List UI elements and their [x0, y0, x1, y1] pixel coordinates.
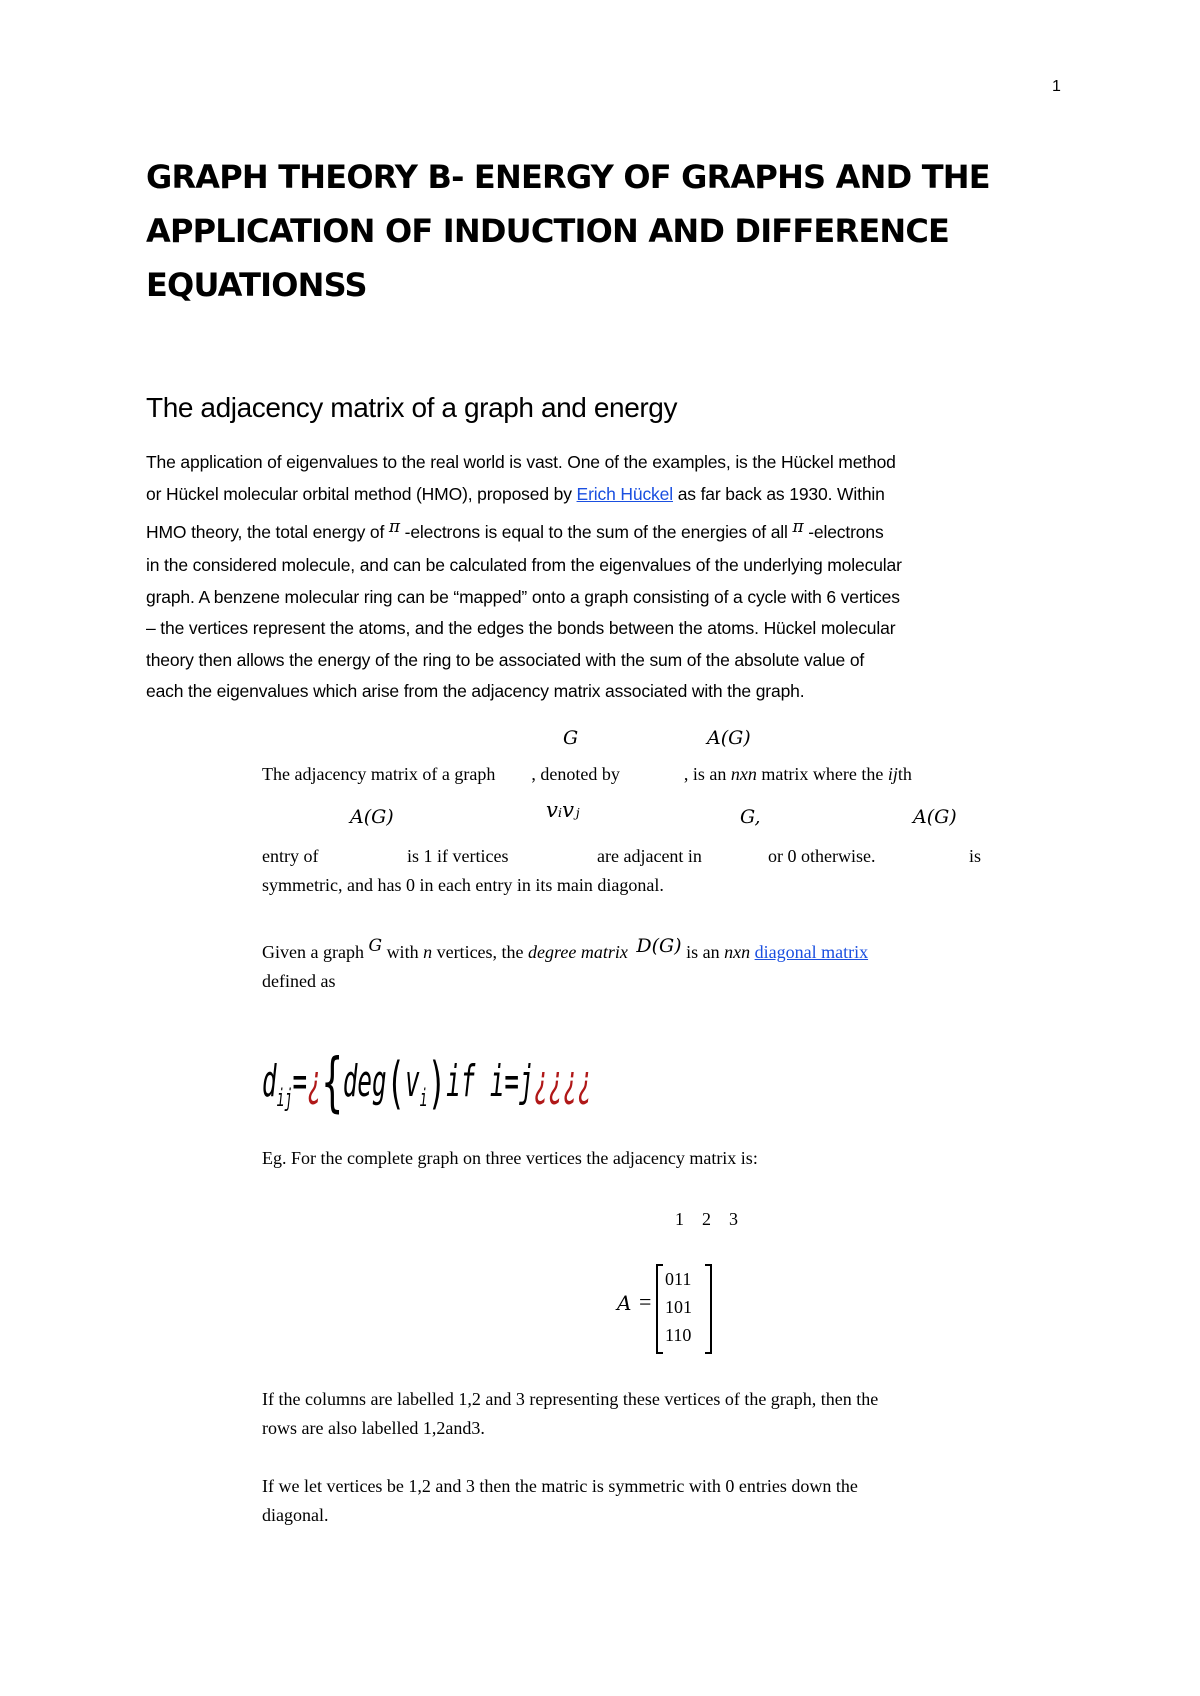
math-G: G, — [740, 806, 761, 828]
matrix-equals: = — [639, 1289, 652, 1314]
paragraph-line: in the considered molecule, and can be calculated from the eigenvalues of the underlying molecular — [146, 555, 902, 575]
math-D-of-G: D(G) — [636, 935, 682, 957]
degree-line-1: Given a graph G with n vertices, the degree matrix D(G) is an nxn diagonal matrix — [262, 935, 869, 962]
math-G: G — [368, 936, 383, 956]
section-heading: The adjacency matrix of a graph and energy — [146, 392, 678, 423]
page-number: 1 — [1052, 78, 1061, 95]
math-G: G — [563, 727, 579, 749]
adjacency-line-2c: are adjacent in — [597, 846, 702, 866]
matrix-left-bracket — [656, 1264, 663, 1354]
math-A-of-G: A(G) — [707, 727, 751, 749]
pi-symbol: π — [792, 517, 804, 537]
adjacency-line-2d: or 0 otherwise. — [768, 846, 876, 866]
paragraph-line: The application of eigenvalues to the real world is vast. One of the examples, is the Hückel method — [146, 452, 896, 472]
matrix-right-bracket — [705, 1264, 712, 1354]
document-title: GRAPH THEORY B- ENERGY OF GRAPHS AND THE APPLICATION OF INDUCTION AND DIFFERENCE EQUATIONSS — [146, 158, 990, 304]
paragraph-line: or Hückel molecular orbital method (HMO), proposed by Erich Hückel as far back as 1930. Within — [146, 484, 885, 504]
example-line: Eg. For the complete graph on three vertices the adjacency matrix is: — [262, 1148, 758, 1168]
adjacency-line-1: The adjacency matrix of a graph , denoted by , is an nxn matrix where the ijth — [262, 764, 912, 784]
symmetric-paragraph-line: diagonal. — [262, 1505, 329, 1525]
adjacency-line-2e: is — [969, 846, 982, 866]
paragraph-line: each the eigenvalues which arise from the adjacency matrix associated with the graph. — [146, 681, 805, 701]
column-label: 1 — [675, 1209, 684, 1229]
pi-symbol: π — [388, 517, 400, 537]
paragraph-line: graph. A benzene molecular ring can be “mapped” onto a graph consisting of a cycle with 6 vertices — [146, 587, 900, 607]
matrix-row: 101 — [665, 1297, 692, 1317]
math-A-of-G: A(G) — [350, 806, 394, 828]
adjacency-line-2: entry of — [262, 846, 319, 866]
degree-formula: $d_{ij}=¿\{deg(v_i)if$ i=j¿¿¿¿ — [262, 1046, 592, 1120]
paragraph-line: theory then allows the energy of the ring to be associated with the sum of the absolute value of — [146, 650, 865, 670]
degree-line-2: defined as — [262, 971, 336, 991]
column-label: 3 — [729, 1209, 738, 1229]
matrix-lhs: A — [617, 1291, 632, 1315]
adjacency-line-3: symmetric, and has 0 in each entry in its main diagonal. — [262, 875, 664, 895]
symmetric-paragraph-line: If we let vertices be 1,2 and 3 then the matric is symmetric with 0 entries down the — [262, 1476, 858, 1496]
adjacency-line-2b: is 1 if vertices — [407, 846, 509, 866]
columns-paragraph-line: If the columns are labelled 1,2 and 3 representing these vertices of the graph, then the — [262, 1389, 879, 1409]
columns-paragraph-line: rows are also labelled 1,2and3. — [262, 1418, 485, 1438]
column-label: 2 — [702, 1209, 711, 1229]
matrix-row: 110 — [665, 1325, 692, 1345]
math-A-of-G: A(G) — [913, 806, 957, 828]
paragraph-line: – the vertices represent the atoms, and the edges the bonds between the atoms. Hückel molecular — [146, 618, 896, 638]
diagonal-matrix-link[interactable]: diagonal matrix — [754, 942, 869, 962]
erich-huckel-link[interactable]: Erich Hückel — [576, 484, 673, 504]
math-vi-vj: vᵢvⱼ — [546, 798, 580, 822]
paragraph-line: HMO theory, the total energy of π -electrons is equal to the sum of the energies of all π -electrons — [146, 517, 884, 542]
matrix-row: 011 — [665, 1269, 692, 1289]
